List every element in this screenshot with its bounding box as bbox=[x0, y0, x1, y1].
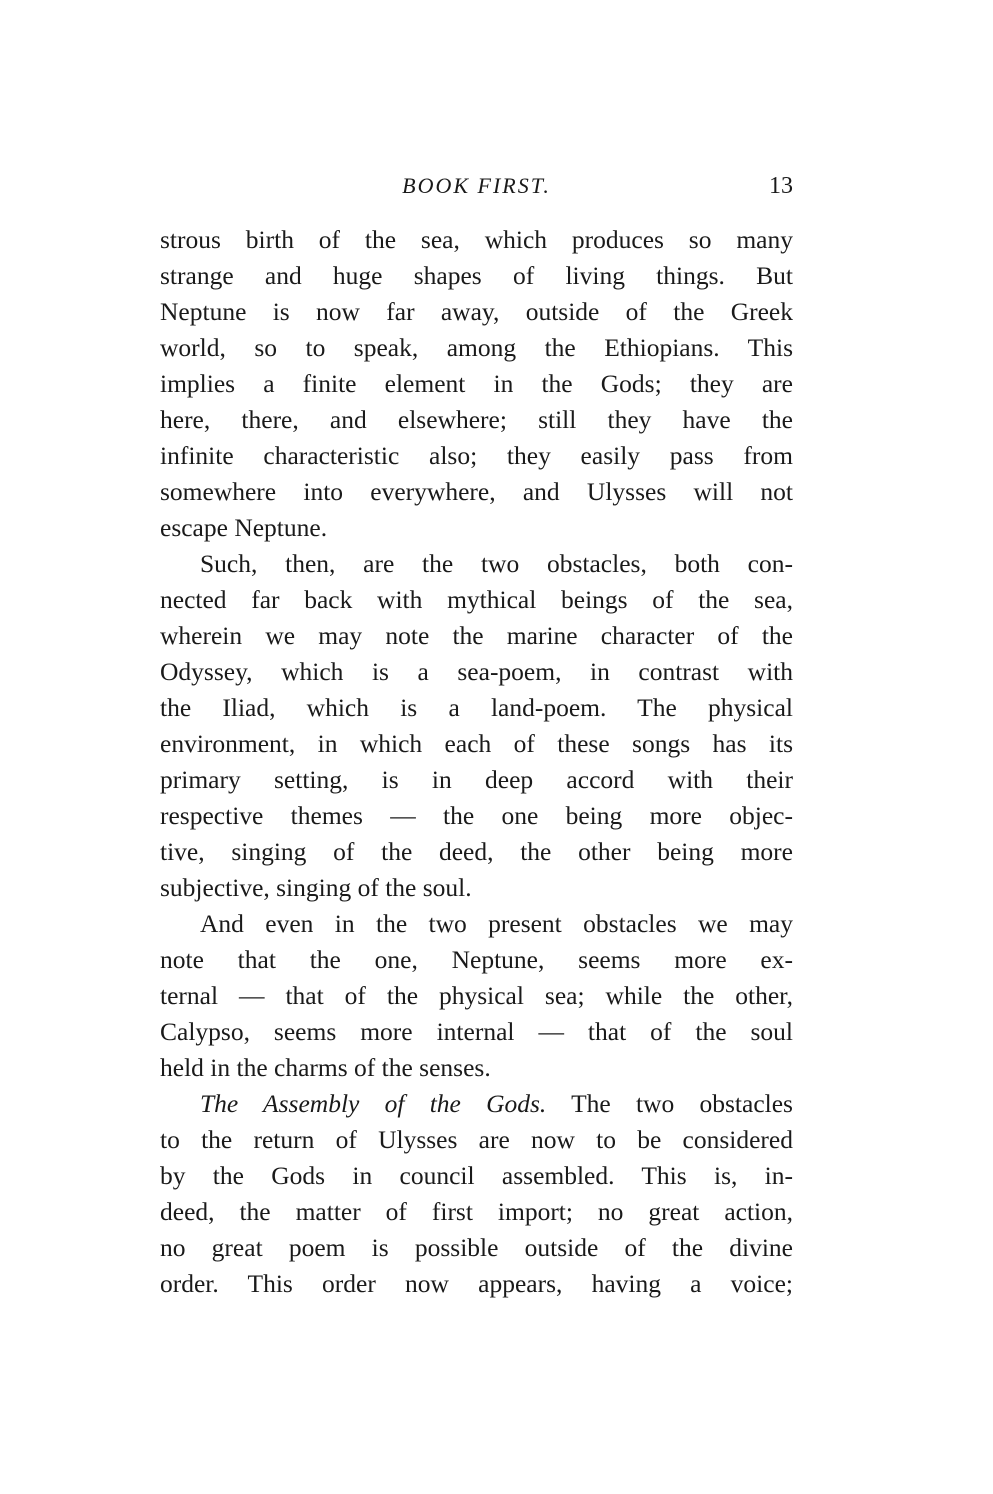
text-line: no great poem is possible outside of the divine bbox=[160, 1233, 793, 1262]
text-line: implies a finite element in the Gods; they are bbox=[160, 369, 793, 398]
text-line: by the Gods in council assembled. This is, in- bbox=[160, 1161, 793, 1190]
body-text bbox=[160, 222, 793, 1302]
text-line: held in the charms of the senses. bbox=[160, 1053, 491, 1082]
text-line: world, so to speak, among the Ethiopians. This bbox=[160, 333, 793, 362]
text-line: tive, singing of the deed, the other being more bbox=[160, 837, 793, 866]
text-line: Such, then, are the two obstacles, both con- bbox=[200, 549, 793, 578]
text-line: escape Neptune. bbox=[160, 513, 328, 542]
text-line: primary setting, is in deep accord with their bbox=[160, 765, 793, 794]
text-line: here, there, and elsewhere; still they have the bbox=[160, 405, 793, 434]
page-number: 13 bbox=[769, 173, 793, 199]
text-line: respective themes — the one being more objec- bbox=[160, 801, 793, 830]
text-line: wherein we may note the marine character of the bbox=[160, 621, 793, 650]
text-line: nected far back with mythical beings of the sea, bbox=[160, 585, 793, 614]
text-line: infinite characteristic also; they easily pass from bbox=[160, 441, 793, 470]
text-line: strous birth of the sea, which produces so many bbox=[160, 225, 793, 254]
text-line: strange and huge shapes of living things. But bbox=[160, 261, 793, 290]
text-line: note that the one, Neptune, seems more ex- bbox=[160, 945, 793, 974]
heading-line-text: The two obstacles bbox=[571, 1089, 793, 1118]
text-line: deed, the matter of first import; no great action, bbox=[160, 1197, 793, 1226]
section-heading: The Assembly of the Gods. bbox=[200, 1089, 547, 1118]
text-line: Neptune is now far away, outside of the Greek bbox=[160, 297, 793, 326]
text-line: environment, in which each of these songs has its bbox=[160, 729, 793, 758]
text-line: Odyssey, which is a sea-poem, in contrast with bbox=[160, 657, 793, 686]
text-line: to the return of Ulysses are now to be considered bbox=[160, 1125, 793, 1154]
text-line: order. This order now appears, having a voice; bbox=[160, 1269, 793, 1298]
text-line: And even in the two present obstacles we may bbox=[200, 909, 793, 938]
text-line: subjective, singing of the soul. bbox=[160, 873, 472, 902]
text-line: the Iliad, which is a land-poem. The physical bbox=[160, 693, 793, 722]
section-heading-line bbox=[160, 1086, 793, 1122]
running-head bbox=[160, 168, 793, 204]
text-line: somewhere into everywhere, and Ulysses will not bbox=[160, 477, 793, 506]
running-title: BOOK FIRST. bbox=[402, 173, 551, 198]
text-line: ternal — that of the physical sea; while the other, bbox=[160, 981, 793, 1010]
text-line: Calypso, seems more internal — that of the soul bbox=[160, 1017, 793, 1046]
